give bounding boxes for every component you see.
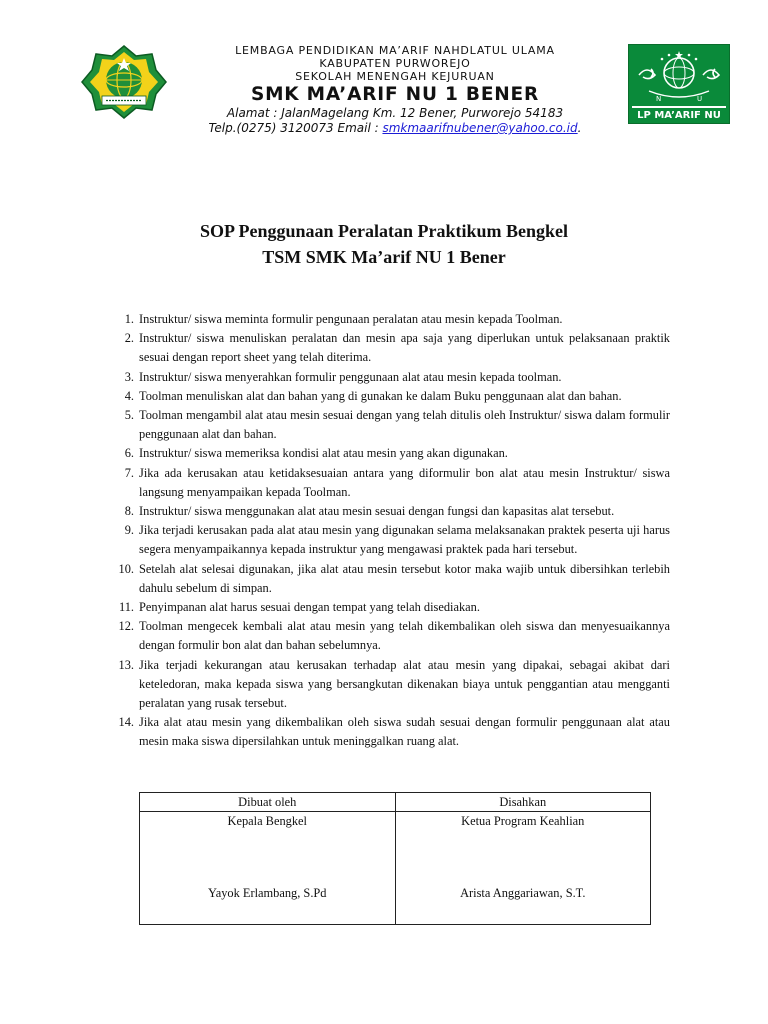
approved-by-cell <box>395 812 651 925</box>
step-text: Jika terjadi kerusakan pada alat atau mesin yang digunakan selama melaksanakan praktek peserta uji harus segera menyampaikannya kepada instruktur yang mengawasi praktek pada hari tersebut. <box>139 523 670 557</box>
step-number: 11. <box>118 600 134 615</box>
step-number: 13. <box>118 657 134 672</box>
step-text: Instruktur/ siswa memeriksa kondisi alat atau mesin yang akan digunakan. <box>139 446 508 461</box>
school-level: SEKOLAH MENENGAH KEJURUAN <box>295 70 495 83</box>
lp-maarif-logo-text: LP MA’ARIF NU <box>629 110 729 121</box>
step-number: 7. <box>124 465 134 480</box>
step-text: Toolman mengecek kembali alat atau mesin yang telah dikembalikan oleh siswa dan menyesuaikannya dengan formulir bon alat dan bahan sebelumnya. <box>139 619 670 653</box>
step-number: 3. <box>124 369 134 384</box>
step-item <box>110 617 670 655</box>
step-text: Jika terjadi kekurangan atau kerusakan terhadap alat atau mesin yang dipakai, sebagai akibat dari keteledoran, maka kepada siswa yang bersangkutan dikenakan biaya untuk penggantian atau mengganti peralatan yang rusak tersebut. <box>139 657 670 711</box>
school-name: SMK MA’ARIF NU 1 BENER <box>250 84 540 105</box>
regency-name: KABUPATEN PURWOREJO <box>319 57 471 70</box>
step-number: 6. <box>124 446 134 461</box>
step-item <box>110 310 670 329</box>
step-number: 14. <box>118 715 134 730</box>
email-link[interactable]: smkmaarifnubener@yahoo.co.id <box>382 121 578 135</box>
step-item <box>110 713 670 751</box>
letterhead <box>180 44 610 136</box>
step-number: 9. <box>124 523 134 538</box>
step-text: Setelah alat selesai digunakan, jika alat atau mesin tersebut kotor maka wajib untuk dibersihkan terlebih dahulu sebelum di simpan. <box>139 561 670 595</box>
approved-by-header: Disahkan <box>395 793 651 812</box>
step-text: Penyimpanan alat harus sesuai dengan tempat yang telah disediakan. <box>139 600 480 615</box>
step-text: Jika ada kerusakan atau ketidaksesuaian antara yang diformulir bon alat atau mesin Instruktur/ siswa langsung menyampaikan kepada Toolman. <box>139 465 670 499</box>
step-number: 12. <box>118 619 134 634</box>
step-item <box>110 368 670 387</box>
step-text: Instruktur/ siswa menyerahkan formulir penggunaan alat atau mesin kepada toolman. <box>139 369 562 384</box>
sop-steps-list <box>110 310 670 752</box>
step-number: 10. <box>118 561 134 576</box>
prepared-by-header: Dibuat oleh <box>140 793 396 812</box>
step-text: Toolman menuliskan alat dan bahan yang di gunakan ke dalam Buku penggunaan alat dan bahan. <box>139 388 622 403</box>
step-number: 1. <box>124 312 134 326</box>
step-text: Instruktur/ siswa meminta formulir pengunaan peralatan atau mesin kepada Toolman. <box>139 312 563 326</box>
school-emblem-logo <box>80 44 168 120</box>
step-item <box>110 444 670 463</box>
step-item <box>110 560 670 598</box>
foundation-name: LEMBAGA PENDIDIKAN MA’ARIF NAHDLATUL ULAMA <box>235 44 555 57</box>
step-item <box>110 598 670 617</box>
step-text: Jika alat atau mesin yang dikembalikan oleh siswa sudah sesuai dengan formulir penggunaan alat atau mesin maka siswa dipersilahkan untuk meninggalkan ruang alat. <box>139 715 670 749</box>
contact-line <box>180 121 610 136</box>
step-item <box>110 464 670 502</box>
prepared-by-name: Yayok Erlambang, S.Pd <box>207 886 327 900</box>
step-item <box>110 656 670 714</box>
school-address: Alamat : JalanMagelang Km. 12 Bener, Purworejo 54183 <box>226 106 564 120</box>
prepared-by-cell <box>140 812 396 925</box>
step-item <box>110 406 670 444</box>
step-number: 2. <box>124 331 134 346</box>
step-item <box>110 387 670 406</box>
logo-band <box>632 106 726 108</box>
svg-text:N: N <box>656 95 662 103</box>
step-number: 8. <box>124 504 134 519</box>
lp-maarif-logo <box>628 44 730 124</box>
svg-text:U: U <box>697 95 703 103</box>
step-text: Instruktur/ siswa menuliskan peralatan dan mesin apa saja yang diperlukan untuk pelaksanaan praktik sesuai dengan report sheet yang telah diterima. <box>139 331 670 365</box>
document-title: SOP Penggunaan Peralatan Praktikum Bengkel <box>199 221 569 241</box>
nu-globe-icon <box>629 45 729 107</box>
step-number: 5. <box>124 408 134 423</box>
approved-by-role: Ketua Program Keahlian <box>461 814 585 828</box>
step-item <box>110 502 670 521</box>
contact-period: . <box>577 121 582 135</box>
step-item <box>110 521 670 559</box>
prepared-by-role: Kepala Bengkel <box>227 814 307 828</box>
signature-table <box>139 792 651 925</box>
step-item <box>110 329 670 367</box>
step-text: Instruktur/ siswa menggunakan alat atau mesin sesuai dengan fungsi dan kapasitas alat tersebut. <box>139 504 615 519</box>
step-number: 4. <box>124 388 134 403</box>
step-text: Toolman mengambil alat atau mesin sesuai dengan yang telah ditulis oleh Instruktur/ siswa dalam formulir penggunaan alat dan bahan. <box>139 408 670 442</box>
phone-text: Telp.(0275) 3120073 Email : <box>208 121 383 135</box>
document-subtitle: TSM SMK Ma’arif NU 1 Bener <box>262 247 506 267</box>
approved-by-name: Arista Anggariawan, S.T. <box>460 886 586 900</box>
